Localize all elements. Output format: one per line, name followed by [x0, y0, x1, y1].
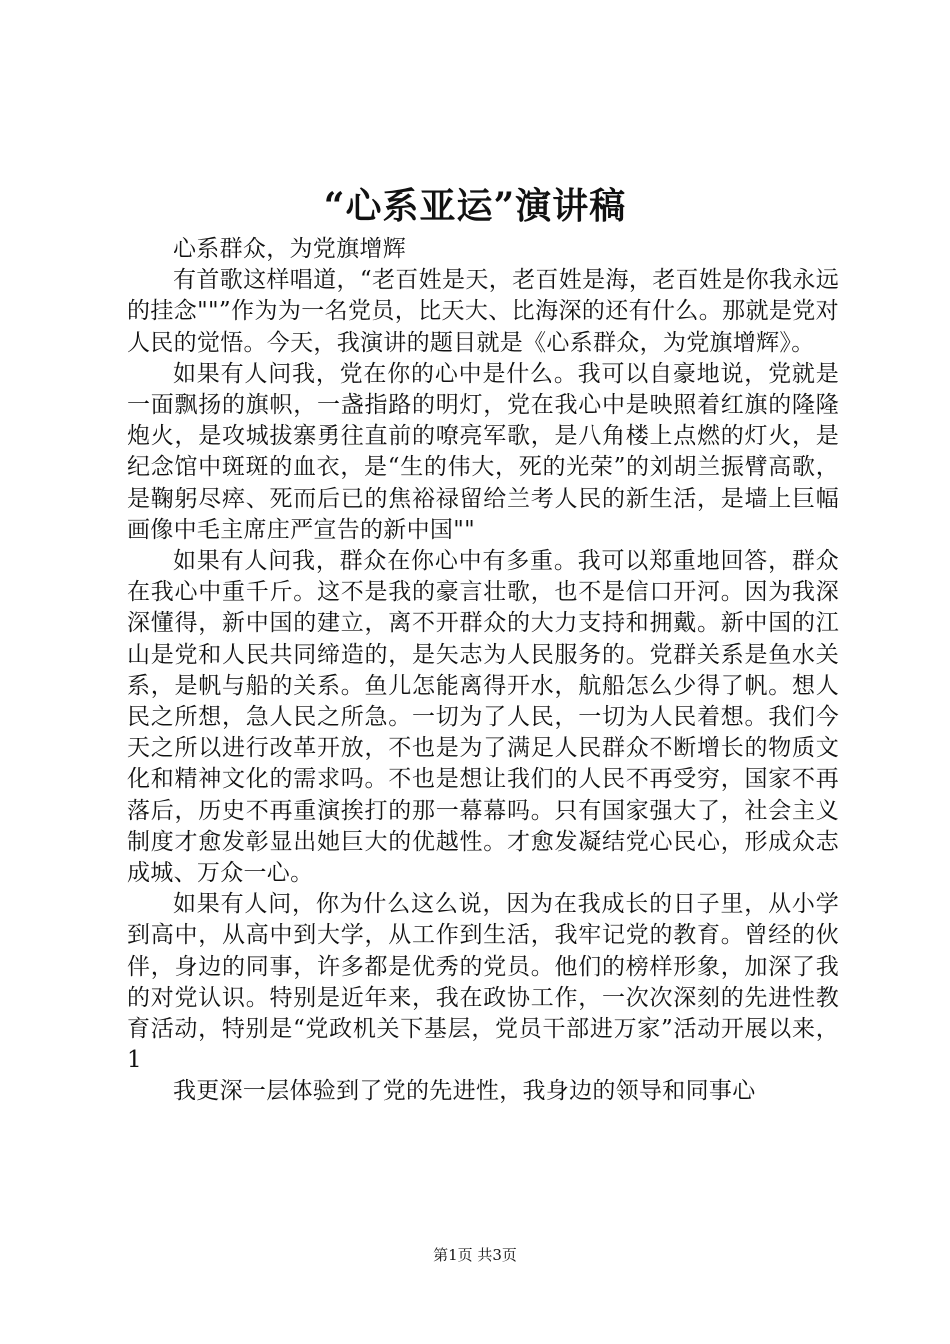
page-footer: 第1页 共3页	[433, 1246, 517, 1264]
paragraph-subtitle: 心系群众，为党旗增辉	[173, 236, 406, 262]
paragraph: 我更深一层体验到了党的先进性，我身边的领导和同事心	[173, 1078, 756, 1105]
paragraph: 有首歌这样唱道，“老百姓是天，老百姓是海，老百姓是你我永远的挂念""”作为为一名党员，比天大、比海深的还有什么。那就是党对人民的觉悟。今天，我演讲的题目就是《心系群众，为党旗增辉》。	[127, 267, 839, 356]
document-body	[127, 234, 839, 1108]
paragraph: 如果有人问我，群众在你心中有多重。我可以郑重地回答，群众在我心中重千斤。这不是我的豪言壮歌，也不是信口开河。因为我深深懂得，新中国的建立，离不开群众的大力支持和拥戴。新中国的江山是党和人民共同缔造的，是矢志为人民服务的。党群关系是鱼水关系，是帆与船的关系。鱼儿怎能离得开水，航船怎么少得了帆。想人民之所想，急人民之所急。一切为了人民，一切为人民着想。我们今天之所以进行改革开放，不也是为了满足人民群众不断增长的物质文化和精神文化的需求吗。不也是想让我们的人民不再受穷，国家不再落后，历史不再重演挨打的那一幕幕吗。只有国家强大了，社会主义制度才愈发彰显出她巨大的优越性。才愈发凝结党心民心，形成众志成城、万众一心。	[127, 548, 839, 887]
paragraph: 如果有人问，你为什么这么说，因为在我成长的日子里，从小学到高中，从高中到大学，从工作到生活，我牢记党的教育。曾经的伙伴，身边的同事，许多都是优秀的党员。他们的榜样形象，加深了我的对党认识。特别是近年来，我在政协工作，一次次深刻的先进性教育活动，特别是“党政机关下基层，党员干部进万家”活动开展以来，1	[127, 891, 839, 1074]
paragraph: 如果有人问我，党在你的心中是什么。我可以自豪地说，党就是一面飘扬的旗帜，一盏指路的明灯，党在我心中是映照着红旗的隆隆炮火，是攻城拔寨勇往直前的嘹亮军歌，是八角楼上点燃的灯火，是纪念馆中斑斑的血衣，是“生的伟大，死的光荣”的刘胡兰振臂高歌，是鞠躬尽瘁、死而后已的焦裕禄留给兰考人民的新生活，是墙上巨幅画像中毛主席庄严宣告的新中国""	[127, 360, 839, 543]
page-title: “心系亚运”演讲稿	[323, 185, 627, 227]
